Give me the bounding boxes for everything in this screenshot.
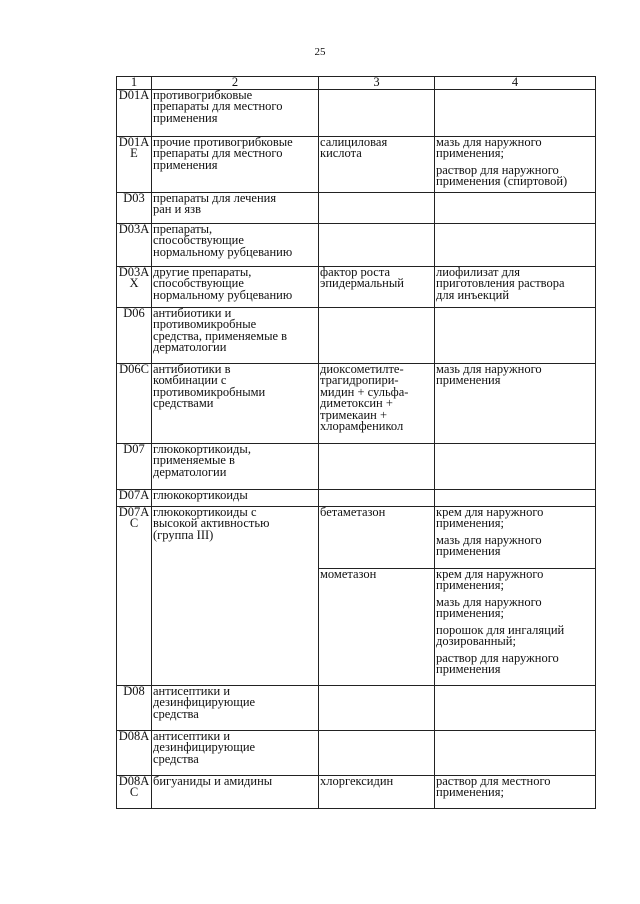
text-line: противомикробными: [153, 384, 266, 399]
dosage-form-cell: [435, 192, 596, 223]
dosage-form: [436, 622, 594, 648]
text-line: дерматологии: [153, 340, 227, 354]
group-name: [152, 775, 319, 808]
substance-cell: [319, 363, 435, 443]
dosage-form: [436, 594, 594, 620]
dosage-form-cell: [435, 307, 596, 363]
column-number-4: 4: [435, 77, 596, 90]
dosage-form: [436, 361, 594, 387]
text-line: D08: [123, 683, 145, 698]
text-line: кислота: [320, 146, 362, 160]
text-line: хлорамфеникол: [320, 419, 404, 433]
text-line: антисептики и: [153, 683, 231, 698]
dosage-form: [436, 504, 594, 530]
table-row: [117, 136, 596, 192]
text-line: применения: [153, 157, 218, 172]
group-name: [152, 307, 319, 363]
text-line: раствор для наружного: [436, 650, 559, 665]
text-line: C: [129, 785, 139, 799]
substance-cell: [319, 730, 435, 775]
atc-code: [117, 266, 152, 307]
atc-code: [117, 223, 152, 266]
text-line: глюкокортикоиды с: [153, 504, 257, 519]
atc-code: [117, 443, 152, 489]
dosage-form: [436, 134, 594, 160]
text-line: E: [130, 146, 138, 160]
text-line: трагидропири-: [320, 373, 399, 387]
text-line: салициловая: [320, 134, 388, 149]
text-line: мазь для наружного: [436, 594, 542, 609]
text-line: D07: [123, 441, 145, 456]
substance-cell: [319, 506, 435, 685]
substance-cell: [319, 192, 435, 223]
table-row: [117, 266, 596, 307]
table-row: [117, 775, 596, 808]
text-line: другие препараты,: [153, 264, 252, 279]
text-line: крем для наружного: [436, 566, 544, 581]
text-line: D08A: [118, 773, 150, 788]
column-number-2: 2: [152, 77, 319, 90]
text-line: эпидермальный: [320, 276, 404, 290]
text-line: приготовления раствора: [436, 276, 565, 290]
substance-name: [319, 568, 434, 685]
text-line: крем для наружного: [436, 504, 544, 519]
atc-code: [117, 136, 152, 192]
dosage-form: [436, 773, 594, 799]
table-body: [117, 77, 596, 809]
text-line: применения: [436, 544, 501, 558]
table-row: [117, 307, 596, 363]
atc-code: [117, 307, 152, 363]
group-name: [152, 89, 319, 136]
text-line: ран и язв: [153, 202, 202, 216]
column-number-3: 3: [319, 77, 435, 90]
table-row: [117, 192, 596, 223]
dosage-forms: [436, 134, 594, 188]
dosage-form-cell: [435, 489, 596, 506]
substance-cell: [319, 685, 435, 730]
group-name: [152, 136, 319, 192]
dosage-forms: [435, 568, 595, 685]
text-line: прочие противогрибковые: [153, 134, 293, 149]
text-line: D03: [123, 190, 145, 205]
substance-name: [319, 504, 434, 568]
group-name: [152, 506, 319, 685]
group-name: [152, 266, 319, 307]
group-name: [152, 443, 319, 489]
dosage-forms: [436, 264, 594, 302]
text-line: D07A: [118, 487, 150, 502]
text-line: D07A: [118, 504, 150, 519]
text-line: применения;: [436, 785, 504, 799]
column-number-1: 1: [117, 77, 152, 90]
substance-cell: [319, 266, 435, 307]
dosage-form: [436, 650, 594, 676]
text-line: средства: [153, 751, 199, 766]
text-line: комбинации с: [153, 373, 227, 387]
group-name: [152, 730, 319, 775]
text-line: применения;: [436, 578, 504, 592]
text-line: (группа III): [153, 527, 214, 542]
text-line: нормальному рубцеванию: [153, 244, 293, 259]
text-line: D06C: [119, 361, 149, 376]
text-line: D01A: [118, 134, 150, 149]
text-line: D03A: [118, 221, 150, 236]
dosage-form-cell: [435, 266, 596, 307]
substance-name: [320, 361, 433, 433]
substance-cell: [319, 489, 435, 506]
substance-name: [320, 773, 433, 788]
text-line: применения: [153, 110, 218, 125]
text-line: применения: [436, 662, 501, 676]
table-row: [117, 223, 596, 266]
text-line: D03A: [118, 264, 150, 279]
group-name: [152, 685, 319, 730]
text-line: тримекаин +: [320, 407, 387, 422]
dosage-form: [436, 566, 594, 592]
group-name: [152, 223, 319, 266]
dosage-forms: [435, 504, 595, 568]
dosage-form-cell: [435, 775, 596, 808]
table-row: [117, 730, 596, 775]
text-line: способствующие: [153, 233, 244, 247]
table-row: [117, 506, 596, 685]
text-line: D01A: [118, 87, 150, 102]
drug-classification-table: [116, 76, 596, 809]
text-line: для инъекций: [436, 287, 510, 302]
atc-code: [117, 489, 152, 506]
text-line: D06: [123, 305, 145, 320]
text-line: средствами: [153, 396, 214, 410]
dosage-form-cell: [435, 136, 596, 192]
text-line: порошок для ингаляций: [436, 622, 565, 637]
text-line: D08A: [118, 728, 150, 743]
dosage-form-cell: [435, 363, 596, 443]
text-line: глюкокортикоиды,: [153, 441, 251, 456]
text-line: средства, применяемые в: [153, 328, 288, 343]
text-line: высокой активностью: [153, 516, 270, 530]
text-line: дерматологии: [153, 464, 227, 479]
text-line: противомикробные: [153, 317, 257, 331]
table-row: [117, 363, 596, 443]
text-line: диоксометилте-: [320, 361, 404, 376]
text-line: мазь для наружного: [436, 134, 542, 149]
text-line: применения;: [436, 606, 504, 620]
table-row: [117, 489, 596, 506]
page-number: 25: [314, 46, 326, 58]
atc-code: [117, 506, 152, 685]
text-line: применения (спиртовой): [436, 174, 568, 188]
dosage-form: [436, 162, 594, 188]
text-line: X: [129, 276, 139, 290]
text-line: C: [129, 516, 139, 530]
text-line: способствующие: [153, 276, 244, 290]
dosage-form: [436, 264, 594, 302]
text-line: глюкокортикоиды: [153, 487, 248, 502]
text-line: дезинфицирующие: [153, 695, 256, 709]
table-row: [117, 443, 596, 489]
text-line: препараты,: [153, 221, 213, 236]
dosage-form-cell: [435, 685, 596, 730]
table-row: [117, 89, 596, 136]
group-name: [152, 363, 319, 443]
text-line: дозированный;: [436, 634, 516, 648]
atc-code: [117, 775, 152, 808]
substance-name: [320, 134, 433, 160]
text-line: раствор для наружного: [436, 162, 559, 177]
dosage-form-cell: [435, 223, 596, 266]
text-line: антибиотики в: [153, 361, 231, 376]
dosage-form-cell: [435, 89, 596, 136]
group-name: [152, 192, 319, 223]
text-line: лиофилизат для: [436, 264, 520, 279]
atc-code: [117, 89, 152, 136]
atc-code: [117, 363, 152, 443]
text-line: противогрибковые: [153, 87, 253, 102]
text-line: препараты для местного: [153, 99, 283, 113]
text-line: препараты для местного: [153, 146, 283, 160]
atc-code: [117, 685, 152, 730]
substance-cell: [319, 775, 435, 808]
group-name: [152, 489, 319, 506]
text-line: бигуаниды и амидины: [153, 773, 273, 788]
text-line: антисептики и: [153, 728, 231, 743]
text-line: антибиотики и: [153, 305, 232, 320]
text-line: хлоргексидин: [320, 773, 394, 788]
substance-cell: [319, 89, 435, 136]
dosage-form: [436, 532, 594, 558]
substance-cell: [319, 136, 435, 192]
text-line: бетаметазон: [320, 504, 386, 519]
text-line: применения;: [436, 146, 504, 160]
text-line: мазь для наружного: [436, 532, 542, 547]
dosage-form-cell: [435, 443, 596, 489]
table-row: [117, 685, 596, 730]
text-line: фактор роста: [320, 264, 391, 279]
text-line: раствор для местного: [436, 773, 551, 788]
text-line: применения;: [436, 516, 504, 530]
dosage-form-cell: [435, 506, 596, 685]
dosage-form-cell: [435, 730, 596, 775]
dosage-forms: [436, 361, 594, 387]
text-line: препараты для лечения: [153, 190, 277, 205]
text-line: применяемые в: [153, 453, 235, 467]
text-line: применения: [436, 373, 501, 387]
substance-cell: [319, 307, 435, 363]
text-line: мазь для наружного: [436, 361, 542, 376]
text-line: мидин + сульфа-: [320, 384, 409, 399]
text-line: мометазон: [320, 566, 377, 581]
substance-cell: [319, 443, 435, 489]
dosage-forms: [436, 773, 594, 799]
atc-code: [117, 730, 152, 775]
text-line: средства: [153, 706, 199, 721]
text-line: дезинфицирующие: [153, 740, 256, 754]
substance-name: [320, 264, 433, 290]
text-line: нормальному рубцеванию: [153, 287, 293, 302]
text-line: диметоксин +: [320, 396, 393, 410]
substance-cell: [319, 223, 435, 266]
atc-code: [117, 192, 152, 223]
